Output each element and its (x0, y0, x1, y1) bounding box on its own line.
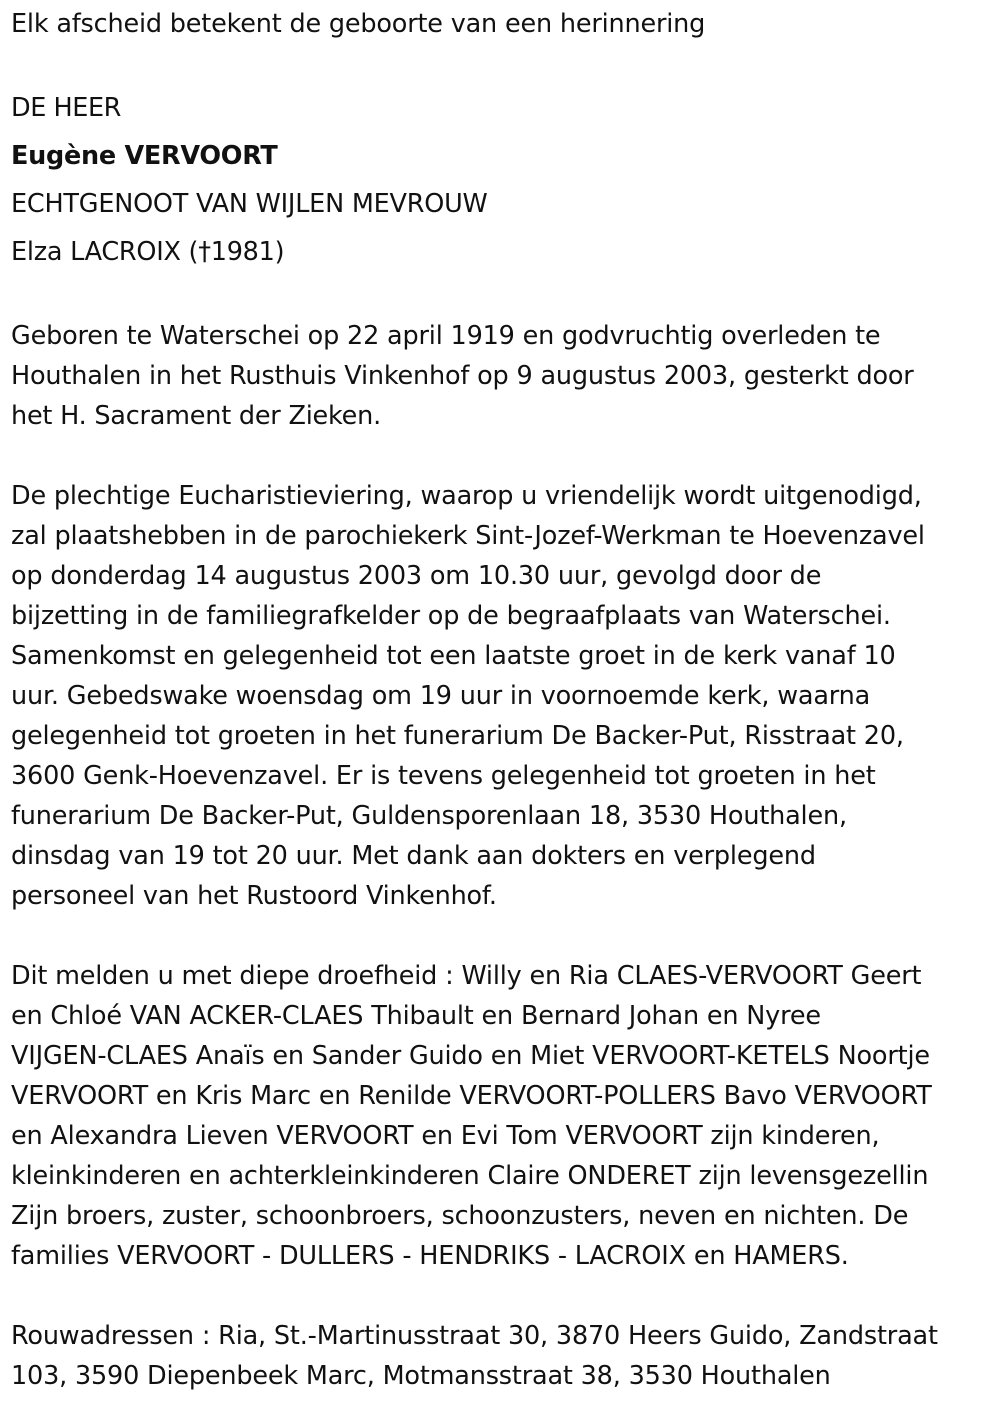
family-paragraph (11, 956, 991, 1276)
birth-death-paragraph (11, 316, 991, 436)
deceased-name: Eugène VERVOORT (11, 141, 278, 171)
paragraph-line: personeel van het Rustoord Vinkenhof. (11, 881, 497, 911)
spacer (11, 916, 991, 956)
paragraph-line: Dit melden u met diepe droefheid : Willy en Ria CLAES-VERVOORT Geert (11, 961, 922, 991)
paragraph-line: kleinkinderen en achterkleinkinderen Claire ONDERET zijn levensgezellin (11, 1161, 929, 1191)
paragraph-line: gelegenheid tot groeten in het funerarium De Backer-Put, Risstraat 20, (11, 721, 904, 751)
paragraph-line: VIJGEN-CLAES Anaïs en Sander Guido en Miet VERVOORT-KETELS Noortje (11, 1041, 930, 1071)
paragraph-line: dinsdag van 19 tot 20 uur. Met dank aan dokters en verplegend (11, 841, 816, 871)
paragraph-line: het H. Sacrament der Zieken. (11, 401, 381, 431)
addresses-paragraph (11, 1316, 991, 1396)
paragraph-line: families VERVOORT - DULLERS - HENDRIKS - LACROIX en HAMERS. (11, 1241, 849, 1271)
paragraph-line: bijzetting in de familiegrafkelder op de begraafplaats van Waterschei. (11, 601, 891, 631)
paragraph-line: uur. Gebedswake woensdag om 19 uur in voornoemde kerk, waarna (11, 681, 871, 711)
spacer (11, 276, 991, 316)
paragraph-line: De plechtige Eucharistieviering, waarop u vriendelijk wordt uitgenodigd, (11, 481, 922, 511)
spacer (11, 1276, 991, 1316)
spouse-name: Elza LACROIX (†1981) (11, 237, 285, 267)
paragraph-line: en Chloé VAN ACKER-CLAES Thibault en Bernard Johan en Nyree (11, 1001, 821, 1031)
paragraph-line: Houthalen in het Rusthuis Vinkenhof op 9 augustus 2003, gesterkt door (11, 361, 914, 391)
paragraph-line: Geboren te Waterschei op 22 april 1919 en godvruchtig overleden te (11, 321, 881, 351)
paragraph-line: Rouwadressen : Ria, St.-Martinusstraat 30, 3870 Heers Guido, Zandstraat (11, 1321, 938, 1351)
paragraph-line: Samenkomst en gelegenheid tot een laatste groet in de kerk vanaf 10 (11, 641, 896, 671)
paragraph-line: en Alexandra Lieven VERVOORT en Evi Tom VERVOORT zijn kinderen, (11, 1121, 880, 1151)
obituary-document (11, 0, 991, 1396)
paragraph-line: VERVOORT en Kris Marc en Renilde VERVOORT-POLLERS Bavo VERVOORT (11, 1081, 932, 1111)
opening-quote: Elk afscheid betekent de geboorte van een herinnering (11, 9, 706, 39)
paragraph-line: 103, 3590 Diepenbeek Marc, Motmansstraat 38, 3530 Houthalen (11, 1361, 831, 1391)
paragraph-line: funerarium De Backer-Put, Guldensporenlaan 18, 3530 Houthalen, (11, 801, 847, 831)
paragraph-line: 3600 Genk-Hoevenzavel. Er is tevens gelegenheid tot groeten in het (11, 761, 876, 791)
paragraph-line: zal plaatshebben in de parochiekerk Sint-Jozef-Werkman te Hoevenzavel (11, 521, 925, 551)
salutation: DE HEER (11, 93, 121, 123)
relation-line: ECHTGENOOT VAN WIJLEN MEVROUW (11, 189, 488, 219)
spacer (11, 44, 991, 84)
paragraph-line: Zijn broers, zuster, schoonbroers, schoonzusters, neven en nichten. De (11, 1201, 909, 1231)
ceremony-paragraph (11, 476, 991, 916)
paragraph-line: op donderdag 14 augustus 2003 om 10.30 uur, gevolgd door de (11, 561, 822, 591)
spacer (11, 436, 991, 476)
